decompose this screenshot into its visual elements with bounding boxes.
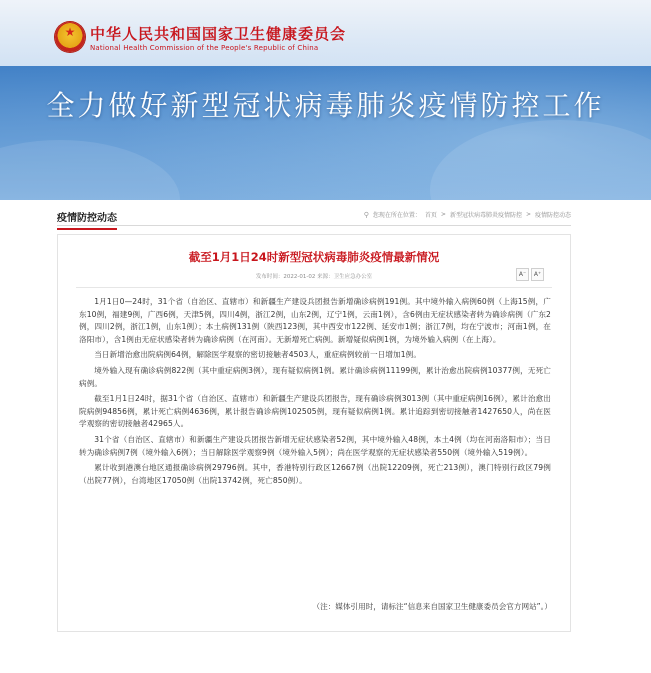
article-paragraph: 截至1月1日24时，据31个省（自治区、直辖市）和新疆生产建设兵团报告，现有确诊病例3013例（其中重症病例16例），累计治愈出院病例94856例，累计死亡病例4636例，累计报告确诊病例102505例，现有疑似病例1例。累计追踪到密切接触者1427650人，尚在医学观察的密切接触者42965人。 (79, 394, 551, 429)
article-paragraph: 31个省（自治区、直辖市）和新疆生产建设兵团报告新增无症状感染者52例，其中境外输入48例，本土4例（均在河南洛阳市）；当日转为确诊病例7例（境外输入6例）；当日解除医学观察9例（境外输入5例）；尚在医学观察的无症状感染者550例（境外输入519例）。 (79, 434, 551, 457)
breadcrumb-prefix: 您现在所在位置： (372, 212, 421, 219)
article-paragraph: 1月1日0—24时，31个省（自治区、直辖市）和新疆生产建设兵团报告新增确诊病例191例。其中境外输入病例60例（上海15例，广东10例，福建9例，广西6例，天津5例，四川4例，浙江2例，山东2例，辽宁1例，云南1例），含6例由无症状感染者转为确诊病例（广东2例，四川2例，浙江1例，山东1例）；本土病例131例（陕西123例，其中西安市122例、延安市1例；浙江7例，均在宁波市；河南1例，在洛阳市），含1例由无症状感染者转为确诊病例（在河南）。无新增死亡病例。新增疑似病例1例，为境外输入病例（在上海）。 (79, 297, 551, 344)
location-pin-icon: ⚲ (363, 210, 369, 219)
breadcrumb-separator: > (440, 211, 446, 218)
breadcrumb-item-covid[interactable]: 新型冠状病毒肺炎疫情防控 (449, 212, 522, 219)
font-decrease-button[interactable]: A⁻ (516, 268, 529, 281)
font-increase-button[interactable]: A⁺ (531, 268, 544, 281)
article-paragraph: 境外输入现有确诊病例822例（其中重症病例3例），现有疑似病例1例。累计确诊病例11199例，累计治愈出院病例10377例，无死亡病例。 (79, 365, 551, 388)
title-divider (76, 287, 552, 288)
article-body (79, 296, 551, 490)
breadcrumb-item-dynamics[interactable]: 疫情防控动态 (534, 212, 571, 219)
article-container (57, 234, 571, 632)
article-title: 截至1月1日24时新型冠状病毒肺炎疫情最新情况 (188, 250, 440, 264)
banner-decoration (430, 120, 651, 200)
section-divider (57, 225, 571, 226)
breadcrumb-item-home[interactable]: 首页 (424, 212, 437, 219)
media-citation-note: （注：媒体引用时，请标注“信息来自国家卫生健康委员会官方网站”。） (312, 602, 552, 611)
star-icon: ★ (64, 25, 76, 39)
article-paragraph: 当日新增治愈出院病例64例，解除医学观察的密切接触者4503人，重症病例较前一日增加1例。 (94, 350, 422, 360)
national-emblem-icon[interactable] (55, 22, 85, 52)
breadcrumb-separator: > (525, 211, 531, 218)
header-banner (0, 0, 651, 200)
banner-slogan: 全力做好新型冠状病毒肺炎疫情防控工作 (46, 89, 605, 122)
section-tab-label[interactable]: 疫情防控动态 (57, 209, 117, 230)
article-paragraph: 累计收到港澳台地区通报确诊病例29796例。其中，香港特别行政区12667例（出院12209例，死亡213例），澳门特别行政区79例（出院77例），台湾地区17050例（出院13742例，死亡850例）。 (79, 463, 551, 485)
breadcrumb (364, 210, 571, 219)
article-meta: 发布时间：2022-01-02 来源：卫生应急办公室 (255, 274, 373, 280)
banner-decoration (0, 140, 180, 200)
site-logo-title[interactable]: 中华人民共和国国家卫生健康委员会 (90, 25, 347, 43)
site-logo-subtitle: National Health Commission of the People's Republic of China (90, 44, 319, 52)
